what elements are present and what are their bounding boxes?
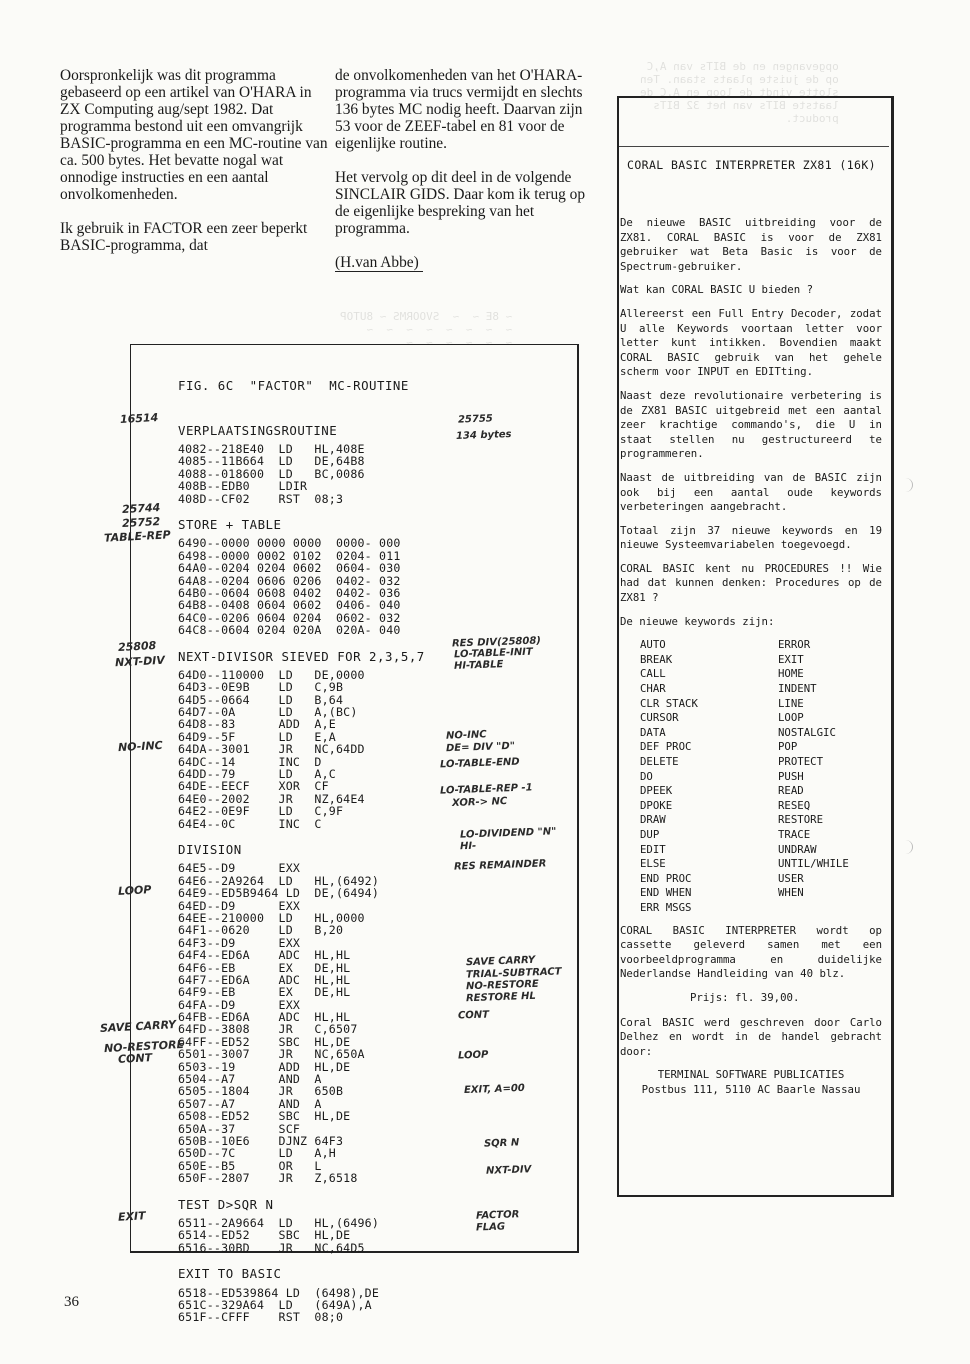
margin-note: 25752 — [121, 515, 161, 530]
listing-line: 64E9--ED5B9464 LD DE,(6494) — [178, 886, 380, 901]
margin-note: NO-INC — [117, 738, 164, 755]
annotation: SQR N — [483, 1137, 520, 1150]
listing-line: 650E--B5 OR L — [178, 1158, 322, 1173]
listing-line: 650B--10E6 DJNZ 64F3 — [178, 1134, 344, 1148]
annotation: 134 bytes — [455, 429, 512, 442]
advert-closing: CORAL BASIC INTERPRETER wordt op cassette geleverd samen met een voorbeeldprogramma en duidelijke Nederlandse Handleiding van 40 blz. — [620, 923, 882, 981]
annotation: LOOP — [457, 1049, 489, 1062]
keyword-item: WHEN — [778, 886, 804, 900]
listing-section-heading: DIVISION — [178, 842, 242, 857]
listing-line: 651F--CFFF RST 08;0 — [178, 1310, 344, 1325]
listing-line: 4088--018600 LD BC,0086 — [178, 466, 365, 481]
keyword-item: ERROR — [778, 638, 811, 652]
listing-line: 408D--CF02 RST 08;3 — [178, 491, 344, 506]
annotation: RES DIV(25808) — [451, 635, 542, 650]
keyword-list — [620, 638, 882, 915]
keyword-item: USER — [778, 871, 804, 885]
keyword-item: DELETE — [640, 755, 679, 768]
listing-section-heading: NEXT-DIVISOR SIEVED FOR 2,3,5,7 — [178, 648, 425, 664]
advert-paragraph: Totaal zijn 37 nieuwe keywords en 19 nieuwe Systeemvariabelen toegevoegd. — [620, 523, 882, 552]
keyword-item: DATA — [640, 725, 666, 739]
listing-line: 650F--2807 JR Z,6518 — [178, 1171, 358, 1186]
listing-line: 64FA--D9 EXX — [178, 997, 301, 1012]
keyword-item: INDENT — [778, 682, 817, 696]
annotation: LO-TABLE-END — [439, 756, 520, 771]
annotation: 25755 — [457, 413, 493, 426]
article-paragraph: Het vervolg op dit deel in de volgende SINCLAIR GIDS. Daar kom ik terug op de eigenlijke bespreking van het programma. — [335, 169, 586, 237]
advert-price: Prijs: fl. 39,00. — [690, 990, 800, 1004]
listing-line: 6504--A7 AND A — [178, 1072, 322, 1087]
advert-paragraph: Allereerst een Full Entry Decoder, zodat U alle Keywords voortaan letter voor letter kunt intikken. Bovendien maakt CORAL BASIC gebruik van het gehele scherm voor INPUT en EDITting. — [620, 306, 882, 379]
advert-rule — [619, 146, 889, 147]
keyword-item: ELSE — [640, 857, 666, 871]
annotation: CONT — [457, 1009, 490, 1022]
keyword-item: BREAK — [640, 652, 673, 666]
listing-line: 64F7--ED6A ADC HL,HL — [178, 972, 351, 987]
margin-note: 25744 — [121, 501, 161, 516]
listing-line: 64D7--0A LD A,(BC) — [178, 705, 358, 720]
listing-line: 64FD--3808 JR C,6507 — [178, 1022, 358, 1037]
keyword-item: UNDRAW — [778, 842, 817, 856]
annotation: DE= DIV "D" — [445, 740, 516, 755]
annotation: NO-RESTORE — [465, 978, 539, 993]
annotation: XOR-> NC — [451, 796, 508, 809]
keyword-item: EXIT — [778, 652, 804, 666]
margin-note: CONT — [117, 1051, 153, 1066]
keyword-item: DEF PROC — [640, 740, 692, 754]
article-paragraph: Ik gebruik in FACTOR een zeer beperkt BASIC-programma, dat — [60, 220, 308, 254]
listing-line: 64F3--D9 EXX — [178, 935, 301, 950]
annotation: LO-DIVIDEND "N" — [459, 826, 557, 841]
advert-paragraph: De nieuwe BASIC uitbreiding voor de ZX81. CORAL BASIC is voor de ZX81 gebruiker wat Beta Basic is voor de Spectrum-gebruiker. — [620, 216, 882, 273]
keyword-item: TRACE — [778, 827, 811, 841]
page-number: 36 — [64, 1294, 79, 1310]
listing-line: 64E2--0E9F LD C,9F — [178, 804, 344, 819]
listing-line: 4082--218E40 LD HL,408E — [178, 442, 365, 457]
margin-note: TABLE-REP — [103, 528, 171, 545]
listing-line: 64E5--D9 EXX — [178, 861, 301, 876]
advert-paragraph: Naast deze revolutionaire verbetering is de ZX81 BASIC uitgebreid met een aantal zeer krachtige commando's, die U in staat stellen nu gestructureerd te programmeren. — [620, 388, 882, 461]
keyword-item: RESEQ — [778, 798, 811, 812]
listing-line: 64D8--83 ADD A,E — [178, 717, 336, 732]
margin-note: SAVE CARRY — [99, 1018, 177, 1035]
listing-line: 64FB--ED6A ADC HL,HL — [178, 1010, 351, 1025]
keyword-column-right — [778, 638, 902, 915]
listing-line: 64DE--EECF XOR CF — [178, 779, 329, 794]
keyword-item: CURSOR — [640, 711, 679, 725]
listing-line: 64FF--ED52 SBC HL,DE — [178, 1034, 351, 1049]
annotation: HI- — [459, 840, 477, 853]
advert-credits: Coral BASIC werd geschreven door Carlo Delhez en wordt in de handel gebracht door: — [620, 1015, 882, 1058]
keyword-item: NOSTALGIC — [778, 725, 836, 739]
listing-line: 64DC--14 INC D — [178, 754, 322, 769]
keyword-item: PROTECT — [778, 755, 824, 768]
keyword-item: DRAW — [640, 813, 666, 827]
listing-title: FIG. 6C "FACTOR" MC-ROUTINE — [178, 377, 409, 393]
listing-line: 651C--329A64 LD (649A),A — [178, 1297, 372, 1312]
listing-line: 64D3--0E9B LD C,9B — [178, 680, 344, 695]
keyword-item: END WHEN — [640, 886, 692, 900]
article-paragraph: Oorspronkelijk was dit programma gebaseerd op een artikel van O'HARA in ZX Computing aug/sept 1982. Dat programma bestond uit een omvangrijk BASIC-programma en een MC-routine van ca. 500 bytes. Het bevatte nogal wat onnodige instructies en een aantal onvolkomenheden. — [60, 67, 328, 203]
punch-hole — [898, 840, 913, 854]
listing-line: 6505--1804 JR 650B — [178, 1084, 344, 1099]
annotation: TRIAL-SUBTRACT — [465, 966, 562, 981]
annotation: FACTOR — [475, 1209, 520, 1222]
annotation: HI-TABLE — [453, 659, 504, 672]
listing-line: 6518--ED539864 LD (6498),DE — [178, 1285, 380, 1300]
listing-line: 6511--2A9664 LD HL,(6496) — [178, 1215, 380, 1230]
listing-line: 64F9--EB EX DE,HL — [178, 985, 351, 1000]
listing-line: 650A--37 SCF — [178, 1121, 301, 1136]
keyword-item: POP — [778, 740, 798, 754]
annotation: NO-INC — [445, 729, 487, 742]
annotation: NXT-DIV — [485, 1164, 532, 1177]
listing-line: 6490--0000 0000 0000 0000- 000 — [178, 536, 401, 551]
keyword-item: RESTORE — [778, 813, 824, 827]
article-column-1 — [60, 67, 332, 271]
article-paragraph: de onvolkomenheden van het O'HARA-programma via trucs vermijdt en slechts 136 bytes MC nodig heeft. Daarvan zijn 53 voor de ZEEF-tabel en 81 voor de eigenlijke routine. — [335, 67, 583, 152]
listing-line: 64B0--0604 0608 0402 0402- 036 — [178, 585, 401, 600]
listing-section-heading: TEST D>SQR N — [178, 1196, 274, 1212]
listing-line: 6508--ED52 SBC HL,DE — [178, 1109, 351, 1124]
listing-line: 6498--0000 0002 0102 0204- 011 — [178, 548, 401, 563]
listing-line: 408B--EDB0 LDIR — [178, 479, 308, 494]
punch-hole — [898, 478, 913, 492]
listing-line: 64D9--5F LD E,A — [178, 729, 336, 744]
keyword-item: LOOP — [778, 711, 804, 725]
listing-section-heading: STORE + TABLE — [178, 516, 282, 532]
keyword-item: AUTO — [640, 638, 666, 652]
advert-paragraph: CORAL BASIC kent nu PROCEDURES !! Wie had dat kunnen denken: Procedures op de ZX81 ? — [620, 561, 882, 605]
keyword-item: DO — [640, 769, 653, 783]
margin-note: EXIT — [117, 1209, 146, 1224]
margin-note: 16514 — [119, 411, 159, 426]
keyword-item: DUP — [640, 827, 660, 841]
listing-section-heading: EXIT TO BASIC — [178, 1266, 282, 1282]
listing-line: 64E6--2A9264 LD HL,(6492) — [178, 873, 380, 888]
listing-line: 64C8--0604 0204 020A 020A- 040 — [178, 623, 401, 638]
listing-line: 64A0--0204 0204 0602 0604- 030 — [178, 561, 401, 576]
listing-line: 64EE--210000 LD HL,0000 — [178, 910, 365, 925]
listing-line: 64B8--0408 0604 0602 0406- 040 — [178, 598, 401, 613]
listing-line: 64E4--0C INC C — [178, 816, 322, 831]
listing-line: 64F6--EB EX DE,HL — [178, 960, 351, 975]
keyword-item: EDIT — [640, 842, 666, 856]
advert-paragraph: Wat kan CORAL BASIC U bieden ? — [620, 283, 814, 297]
keyword-item: HOME — [778, 667, 804, 681]
margin-note: NXT-DIV — [114, 653, 166, 670]
listing-line: 6503--19 ADD HL,DE — [178, 1059, 351, 1074]
keyword-item: CALL — [640, 667, 666, 681]
annotation — [330, 394, 377, 407]
listing-section-heading: VERPLAATSINGSROUTINE — [178, 422, 338, 438]
keyword-item: LINE — [778, 696, 804, 710]
mc-listing — [178, 355, 578, 1324]
margin-note: 25808 — [117, 639, 157, 654]
margin-note: LOOP — [117, 883, 152, 898]
listing-line: 64ED--D9 EXX — [178, 898, 301, 913]
listing-line: 64F1--0620 LD B,20 — [178, 923, 344, 938]
annotation: SAVE CARRY — [465, 954, 536, 969]
advert-address: Postbus 111, 5110 AC Baarle Nassau — [641, 1082, 861, 1096]
keyword-item: PUSH — [778, 769, 804, 783]
listing-line: 64DA--3001 JR NC,64DD — [178, 742, 365, 757]
annotation: EXIT, A=00 — [463, 1082, 525, 1097]
listing-line: 64D5--0664 LD B,64 — [178, 692, 344, 707]
listing-line: 6507--A7 AND A — [178, 1096, 322, 1111]
margin-note: NO-RESTORE — [103, 1037, 185, 1056]
listing-line: 6514--ED52 SBC HL,DE — [178, 1228, 351, 1243]
keyword-item: UNTIL/WHILE — [778, 857, 849, 871]
advert-title: CORAL BASIC INTERPRETER ZX81 (16K) — [627, 158, 877, 172]
keyword-item: DPOKE — [640, 798, 673, 812]
keyword-column-left — [640, 638, 778, 915]
advert-paragraph: Naast de uitbreiding van de BASIC zijn ook bij een aantal oude keywords verbeteringen aangebracht. — [620, 470, 882, 514]
listing-line: 6516--30BD JR NC,64D5 — [178, 1240, 365, 1255]
advert-paragraph: De nieuwe keywords zijn: — [620, 614, 775, 628]
annotation: RES REMAINDER — [453, 858, 547, 873]
listing-line: 650D--7C LD A,H — [178, 1146, 336, 1161]
listing-line: 6501--3007 JR NC,650A — [178, 1047, 365, 1062]
annotation: LO-TABLE-REP -1 — [439, 782, 533, 797]
article-column-2 — [335, 67, 587, 289]
listing-line: 64C0--0206 0604 0204 0602- 032 — [178, 610, 401, 625]
article-signature: (H.van Abbe) — [335, 254, 423, 272]
annotation: RESTORE HL — [465, 990, 536, 1005]
annotation: FLAG — [475, 1221, 506, 1234]
keyword-item: CHAR — [640, 682, 666, 696]
keyword-item: READ — [778, 784, 804, 798]
listing-line: 4085--11B664 LD DE,64B8 — [178, 454, 365, 469]
annotation: LO-TABLE-INIT — [453, 646, 533, 661]
listing-line: 64DD--79 LD A,C — [178, 767, 336, 782]
keyword-item: ERR MSGS — [640, 900, 692, 914]
listing-line: 64A8--0204 0606 0206 0402- 032 — [178, 573, 401, 588]
listing-line: 64F4--ED6A ADC HL,HL — [178, 948, 351, 963]
advert-body — [620, 216, 882, 1097]
listing-line: 64E0--2002 JR NZ,64E4 — [178, 791, 365, 806]
advert-publisher: TERMINAL SOFTWARE PUBLICATIES — [657, 1068, 845, 1082]
listing-line: 64D0--110000 LD DE,0000 — [178, 667, 365, 682]
keyword-item: CLR STACK — [640, 696, 698, 710]
keyword-item: END PROC — [640, 871, 692, 885]
keyword-item: DPEEK — [640, 784, 673, 798]
